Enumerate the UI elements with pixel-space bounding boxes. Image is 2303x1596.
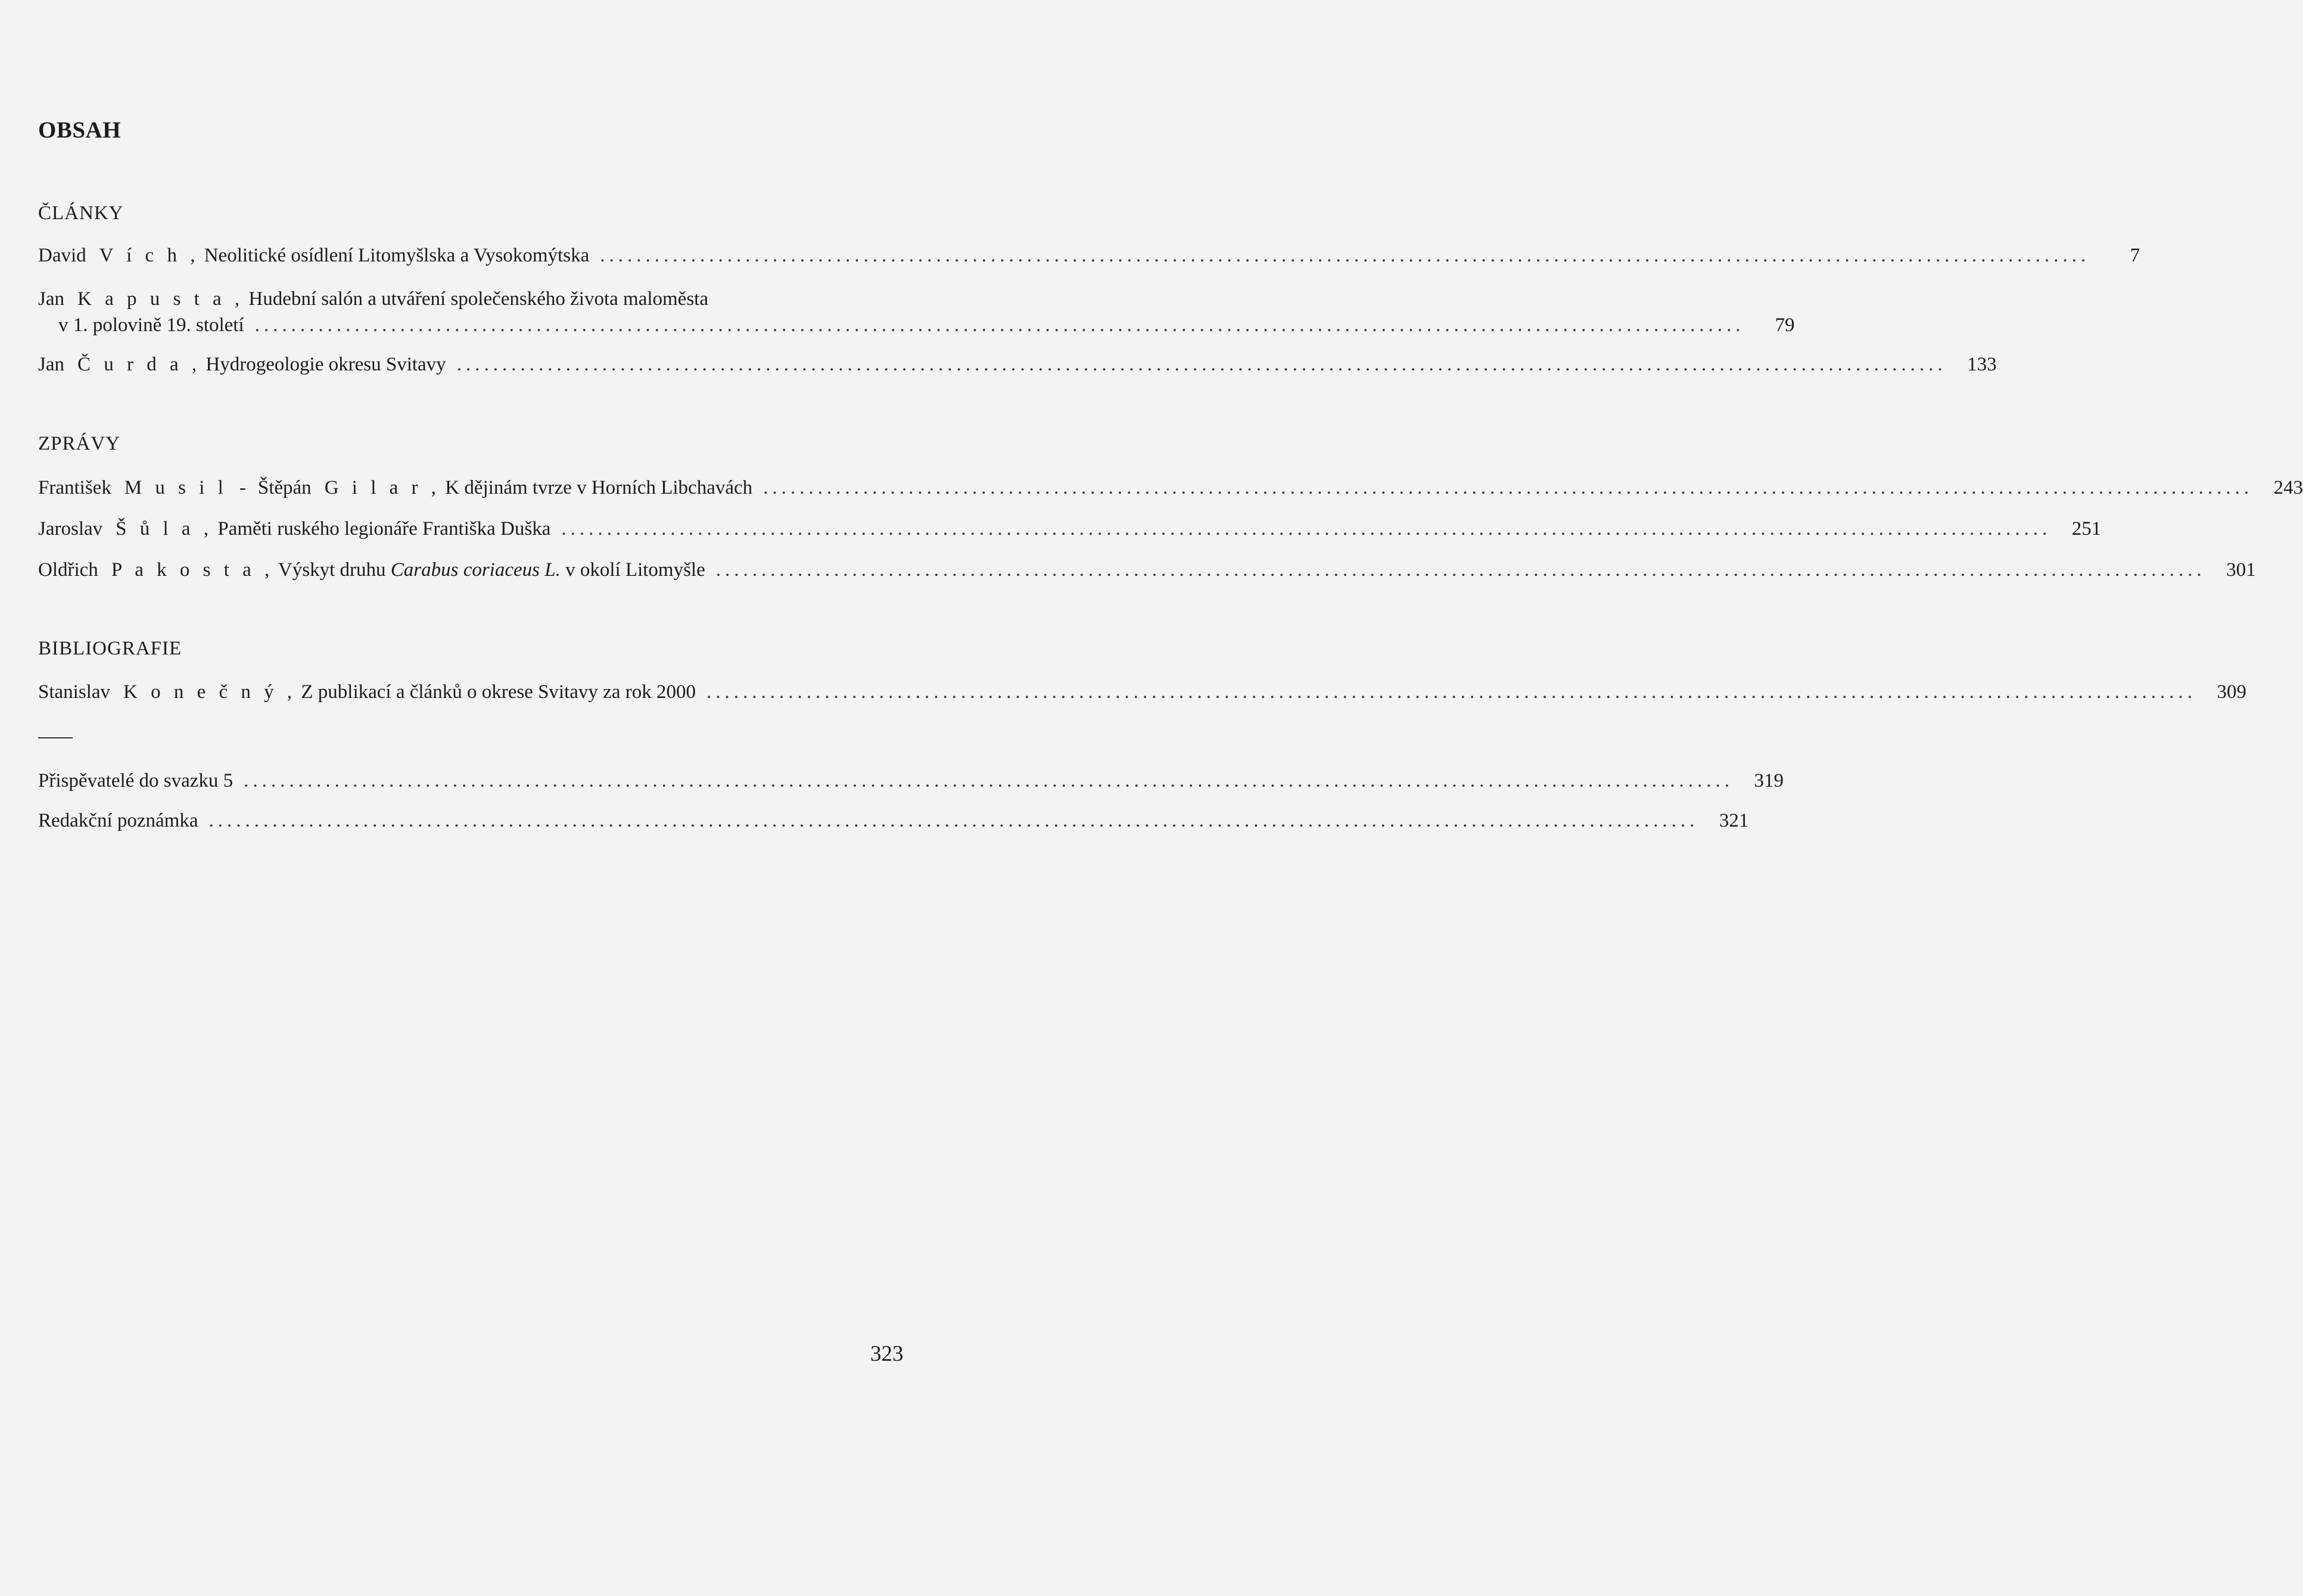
toc-entry[interactable] xyxy=(38,808,1749,834)
leader-dots: .................................................................................................................................................................... xyxy=(763,477,2254,498)
page-number: 321 xyxy=(1719,810,1749,831)
author-first-name: František xyxy=(38,477,111,498)
entry-title: Výskyt druhu xyxy=(278,559,386,581)
entry-title: Redakční poznámka xyxy=(38,810,198,831)
toc-entry[interactable] xyxy=(38,286,1795,338)
entry-title: Paměti ruského legionáře Františka Duška xyxy=(217,518,551,540)
author-surname: G i l a r , xyxy=(324,477,440,498)
page-number: 309 xyxy=(2217,681,2246,703)
page-number: 7 xyxy=(2130,245,2140,266)
section-title-clanky: ČLÁNKY xyxy=(38,202,124,224)
entry-title-continued: v 1. polovině 19. století xyxy=(58,314,244,336)
toc-entry[interactable] xyxy=(38,242,2140,269)
leader-dots: .................................................................................................................................................................... xyxy=(706,681,2196,703)
leader-dots: .................................................................................................................................................................... xyxy=(715,559,2206,581)
author-first-name: Stanislav xyxy=(38,681,110,703)
author-surname: K o n e č n ý , xyxy=(123,681,297,703)
author-surname: M u s i l xyxy=(124,477,228,498)
entry-title: K dějinám tvrze v Horních Libchavách xyxy=(445,477,753,498)
toc-entry[interactable] xyxy=(38,475,2303,501)
toc-entry[interactable] xyxy=(38,679,2246,705)
entry-title: Hydrogeologie okresu Svitavy xyxy=(206,354,446,375)
folio-page-number: 323 xyxy=(870,1342,904,1366)
leader-dots: .................................................................................................................................................................... xyxy=(456,354,1947,375)
section-divider xyxy=(38,737,73,738)
page-number: 243 xyxy=(2273,477,2303,498)
entry-title: Přispěvatelé do svazku 5 xyxy=(38,770,234,791)
leader-dots: .................................................................................................................................................................... xyxy=(561,518,2052,540)
author-surname: Č u r d a , xyxy=(77,354,201,375)
toc-entry[interactable] xyxy=(38,557,2256,583)
author-surname: V í c h , xyxy=(99,245,200,266)
page-number: 301 xyxy=(2226,559,2256,581)
author-first-name: Štěpán xyxy=(257,477,312,498)
author-first-name: Jan xyxy=(38,288,64,310)
leader-dots: .................................................................................................................................................................... xyxy=(208,810,1699,831)
author-first-name: David xyxy=(38,245,86,266)
leader-dots: .................................................................................................................................................................... xyxy=(600,245,2090,266)
page-number: 319 xyxy=(1754,770,1784,791)
section-title-zpravy: ZPRÁVY xyxy=(38,433,121,454)
author-first-name: Oldřich xyxy=(38,559,98,581)
page-number: 251 xyxy=(2071,518,2102,540)
page-title: OBSAH xyxy=(38,117,122,143)
section-title-bibliografie: BIBLIOGRAFIE xyxy=(38,638,182,659)
entry-title: Neolitické osídlení Litomyšlska a Vysokomýtska xyxy=(204,245,590,266)
author-surname: K a p u s t a , xyxy=(77,288,244,310)
toc-entry[interactable] xyxy=(38,351,1997,378)
entry-title: Hudební salón a utváření společenského života maloměsta xyxy=(248,288,708,310)
leader-dots: .................................................................................................................................................................... xyxy=(244,770,1734,791)
author-separator: - xyxy=(239,477,246,498)
page-number: 79 xyxy=(1775,314,1795,336)
entry-title-italic: Carabus coriaceus L. xyxy=(390,559,561,581)
author-first-name: Jaroslav xyxy=(38,518,103,540)
entry-title-end: v okolí Litomyšle xyxy=(565,559,705,581)
author-surname: Š ů l a , xyxy=(116,518,213,540)
author-surname: P a k o s t a , xyxy=(111,559,274,581)
page-number: 133 xyxy=(1967,354,1997,375)
entry-title: Z publikací a článků o okrese Svitavy za rok 2000 xyxy=(301,681,696,703)
leader-dots: .................................................................................................................................................................... xyxy=(254,314,1745,336)
toc-entry[interactable] xyxy=(38,768,1784,794)
toc-entry[interactable] xyxy=(38,516,2102,542)
author-first-name: Jan xyxy=(38,354,64,375)
